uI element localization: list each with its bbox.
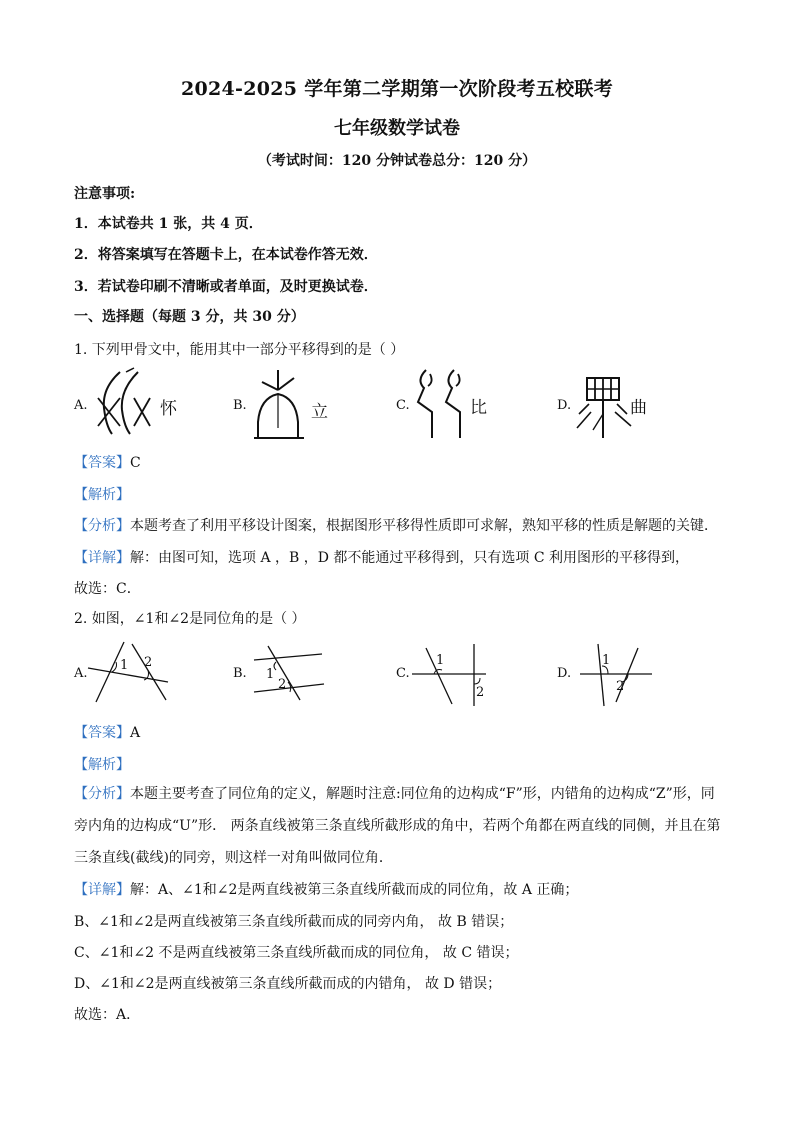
q2-a-angle2: 2	[144, 655, 153, 670]
note-item-2: 2．将答案填写在答题卡上，在本试卷作答无效．	[74, 247, 378, 263]
q2-option-a-label: A.	[74, 666, 88, 681]
q1-option-d-char: 曲	[630, 398, 647, 418]
exam-subtitle: 七年级数学试卷	[334, 118, 460, 139]
q1-xiangjie-tag: 【详解】	[74, 550, 130, 566]
q2-fenxi-tag: 【分析】	[74, 786, 130, 802]
q1-option-b-label: B.	[233, 398, 247, 413]
q2-analysis-tag: 【解析】	[74, 757, 130, 773]
note-item-1: 1．本试卷共 1 张，共 4 页．	[74, 216, 263, 232]
q2-detail-b: B、∠1和∠2是两直线被第三条直线所截而成的同旁内角， 故 B 错误；	[74, 914, 514, 930]
q2-b-angle2: 2	[278, 677, 287, 692]
q1-option-c-char: 比	[470, 398, 487, 418]
q2-option-b-figure	[250, 642, 330, 700]
q1-option-c-label: C.	[396, 398, 410, 413]
q2-c-angle1: 1	[436, 653, 445, 668]
q1-conclusion: 故选：C．	[74, 581, 141, 597]
q2-b-angle1: 1	[266, 667, 275, 682]
notes-heading: 注意事项:	[74, 186, 136, 202]
q2-d-angle1: 1	[602, 653, 611, 668]
q2-fenxi-text: 本题主要考查了同位角的定义，解题时注意:同位角的边构成“F”形，内错角的边构成“Z”形，同旁内角的边构成“U”形． 两条直线被第三条直线所截形成的角中，若两个角都在两直线的同侧，并且在第三条直线(截线)的同旁，则这样一对角叫做同位角．	[74, 786, 721, 866]
q2-conclusion: 故选：A．	[74, 1007, 141, 1023]
q1-option-d-oracle-glyph	[575, 374, 633, 440]
exam-title: 2024-2025 学年第二学期第一次阶段考五校联考	[180, 78, 614, 100]
q2-detail-d: D、∠1和∠2是两直线被第三条直线所截而成的内错角， 故 D 错误；	[74, 976, 502, 992]
q1-option-a-oracle-glyph	[90, 368, 160, 438]
section-heading: 一、选择题（每题 3 分，共 30 分）	[74, 309, 305, 325]
q2-answer-value: A	[130, 725, 141, 741]
q1-option-d-label: D.	[557, 398, 572, 413]
q1-option-b-oracle-glyph	[250, 368, 312, 440]
exam-info: （考试时间：120 分钟试卷总分：120 分）	[257, 153, 537, 169]
q2-option-d-figure	[576, 644, 658, 706]
q2-detail-a: 解：A、∠1和∠2是两直线被第三条直线所截而成的同位角，故 A 正确；	[130, 882, 579, 898]
q1-stem: 1. 下列甲骨文中，能用其中一部分平移得到的是（ ）	[74, 342, 405, 358]
q2-answer	[74, 722, 140, 742]
q1-fenxi-tag: 【分析】	[74, 518, 130, 534]
q1-option-a-char: 怀	[160, 399, 177, 419]
q2-a-angle1: 1	[120, 658, 129, 673]
q2-xiangjie	[74, 879, 578, 899]
q2-fenxi	[74, 778, 724, 874]
q2-answer-tag: 【答案】	[74, 725, 130, 741]
q2-xiangjie-tag: 【详解】	[74, 882, 130, 898]
q2-option-c-label: C.	[396, 666, 410, 681]
q1-answer-value: C	[130, 455, 141, 471]
q1-fenxi-text: 本题考查了利用平移设计图案，根据图形平移得性质即可求解，熟知平移的性质是解题的关键．	[130, 518, 718, 534]
q2-detail-c: C、∠1和∠2 不是两直线被第三条直线所截而成的同位角， 故 C 错误；	[74, 945, 519, 961]
q2-stem: 2. 如图，∠1和∠2是同位角的是（ ）	[74, 611, 306, 627]
q1-answer	[74, 452, 141, 472]
q1-analysis-tag: 【解析】	[74, 487, 130, 503]
note-item-3: 3．若试卷印刷不清晰或者单面，及时更换试卷．	[74, 279, 378, 295]
q1-xiangjie-text: 解：由图可知，选项 A ，B ，D 都不能通过平移得到，只有选项 C 利用图形的平移得到，	[130, 550, 690, 566]
q2-option-a-figure	[88, 640, 172, 704]
q2-c-angle2: 2	[476, 685, 485, 700]
q2-option-b-label: B.	[233, 666, 247, 681]
q2-option-c-figure	[412, 644, 492, 706]
q1-option-a-label: A.	[74, 398, 88, 413]
q1-fenxi	[74, 515, 718, 535]
q1-xiangjie	[74, 547, 689, 567]
q1-answer-tag: 【答案】	[74, 455, 130, 471]
q2-option-d-label: D.	[557, 666, 572, 681]
q1-option-b-char: 立	[311, 402, 328, 422]
q1-option-c-oracle-glyph	[412, 368, 472, 440]
q2-d-angle2: 2	[616, 679, 625, 694]
